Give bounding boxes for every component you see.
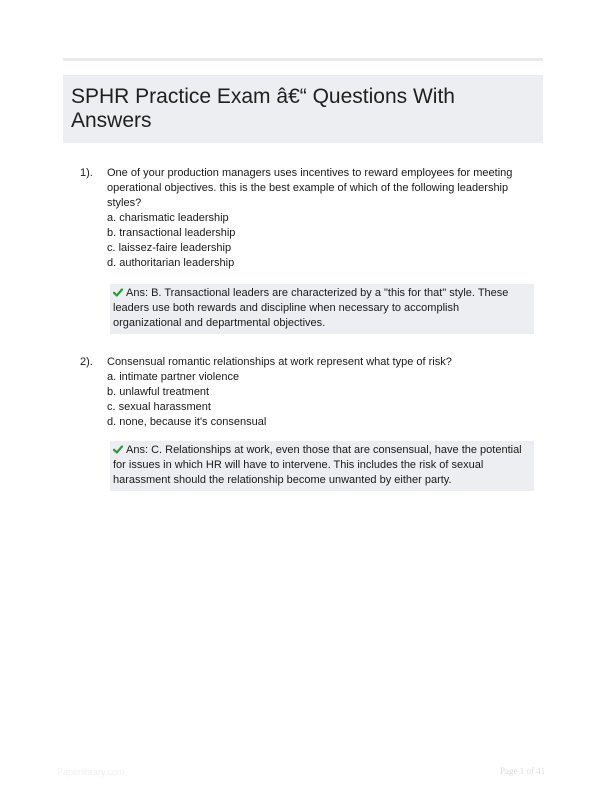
check-icon (113, 445, 123, 454)
top-divider (63, 58, 543, 61)
answer-text: Ans: C. Relationships at work, even those that are consensual, have the potential for issues in which HR will have to intervene. This includes the risk of sexual harassment should the relationship become unwanted by either party. (113, 444, 522, 486)
option-b: b. transactional leadership (107, 227, 236, 239)
answer-text: Ans: B. Transactional leaders are characterized by a "this for that" style. These leaders use both rewards and discipline when necessary to accomplish organizational and departmental objectives. (113, 287, 509, 329)
answer-box (110, 284, 534, 334)
option-c: c. laissez-faire leadership (107, 242, 232, 254)
option-d: d. authoritarian leadership (107, 257, 235, 269)
answer-box (110, 441, 534, 491)
footer-site: Paperlibrary.com (57, 767, 125, 777)
question-body (107, 355, 540, 430)
question-1 (80, 166, 540, 334)
question-number: 1). (80, 167, 93, 179)
option-c: c. sexual harassment (107, 401, 211, 413)
option-a: a. intimate partner violence (107, 371, 240, 383)
question-text: One of your production managers uses incentives to reward employees for meeting operational objectives. this is the best example of which of the following leadership styles? (107, 167, 513, 209)
question-number: 2). (80, 356, 93, 368)
option-b: b. unlawful treatment (107, 386, 210, 398)
question-text: Consensual romantic relationships at work represent what type of risk? (107, 356, 452, 368)
question-2 (80, 355, 540, 491)
check-icon (113, 288, 123, 297)
option-d: d. none, because it's consensual (107, 416, 267, 428)
title-banner (63, 75, 543, 143)
question-body (107, 166, 540, 271)
option-a: a. charismatic leadership (107, 212, 229, 224)
footer-page-number: Page 1 of 41 (500, 766, 546, 776)
page-title: SPHR Practice Exam â€“ Questions With Answers (71, 85, 455, 132)
